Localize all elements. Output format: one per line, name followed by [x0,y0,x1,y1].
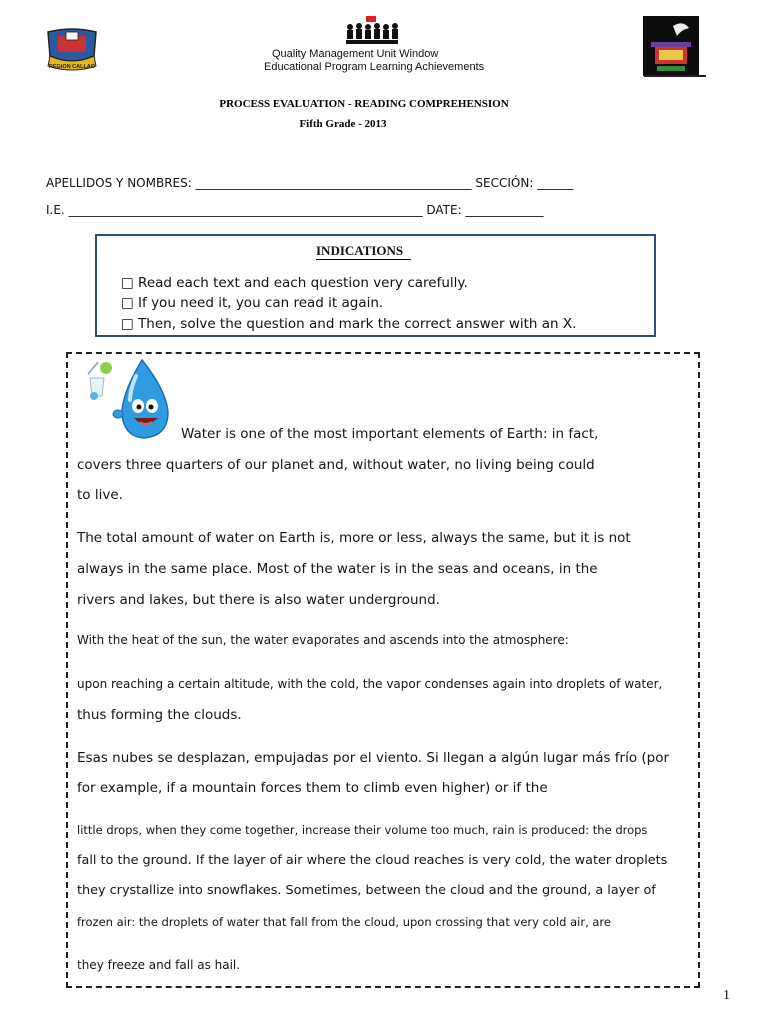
passage-line: frozen air: the droplets of water that fall from the cloud, upon crossing that very cold air, are [77,915,611,929]
school-logo [643,16,699,76]
water-drop-mascot-icon [84,356,184,444]
passage-line: they crystallize into snowflakes. Sometimes, between the cloud and the ground, a layer of [77,883,656,898]
header-line-1: Quality Management Unit Window [272,48,439,60]
name-section-field[interactable]: APELLIDOS Y NOMBRES: ______________________________________________ SECCIÓN: ______ [46,176,574,190]
indications-title: INDICATIONS [316,243,411,260]
passage-line: fall to the ground. If the layer of air where the cloud reaches is very cold, the water droplets [77,853,668,868]
indication-item: □ Then, solve the question and mark the correct answer with an X. [121,316,577,332]
children-logo [342,14,402,46]
passage-line: Esas nubes se desplazan, empujadas por el viento. Si llegan a algún lugar más frío (por [77,750,670,766]
passage-line: With the heat of the sun, the water evaporates and ascends into the atmosphere: [77,633,569,647]
passage-line: little drops, when they come together, increase their volume too much, rain is produced: the drops [77,823,648,837]
page-number: 1 [723,988,730,1003]
school-date-field[interactable]: I.E. ___________________________________________________________ DATE: _____________ [46,203,544,217]
indication-item: □ Read each text and each question very carefully. [121,275,468,291]
passage-line: rivers and lakes, but there is also water underground. [77,592,440,608]
passage-line: they freeze and fall as hail. [77,958,241,972]
indication-item: □ If you need it, you can read it again. [121,295,384,311]
header-line-2: Educational Program Learning Achievements [264,61,485,73]
svg-text:REGION CALLAO: REGION CALLAO [48,64,96,70]
passage-line: The total amount of water on Earth is, more or less, always the same, but it is not [77,530,631,546]
passage-line: thus forming the clouds. [77,707,242,723]
passage-line: upon reaching a certain altitude, with the cold, the vapor condenses again into droplets of water, [77,677,663,691]
document-title: PROCESS EVALUATION - READING COMPREHENSION [219,98,509,110]
passage-line: always in the same place. Most of the water is in the seas and oceans, in the [77,561,598,577]
grade-subtitle: Fifth Grade - 2013 [299,118,387,130]
passage-line: to live. [77,487,123,503]
passage-line: Water is one of the most important elements of Earth: in fact, [181,426,599,442]
passage-line: covers three quarters of our planet and, without water, no living being could [77,457,595,473]
region-callao-logo [44,26,100,74]
passage-line: for example, if a mountain forces them to climb even higher) or if the [77,780,548,796]
header-rule [644,75,706,77]
